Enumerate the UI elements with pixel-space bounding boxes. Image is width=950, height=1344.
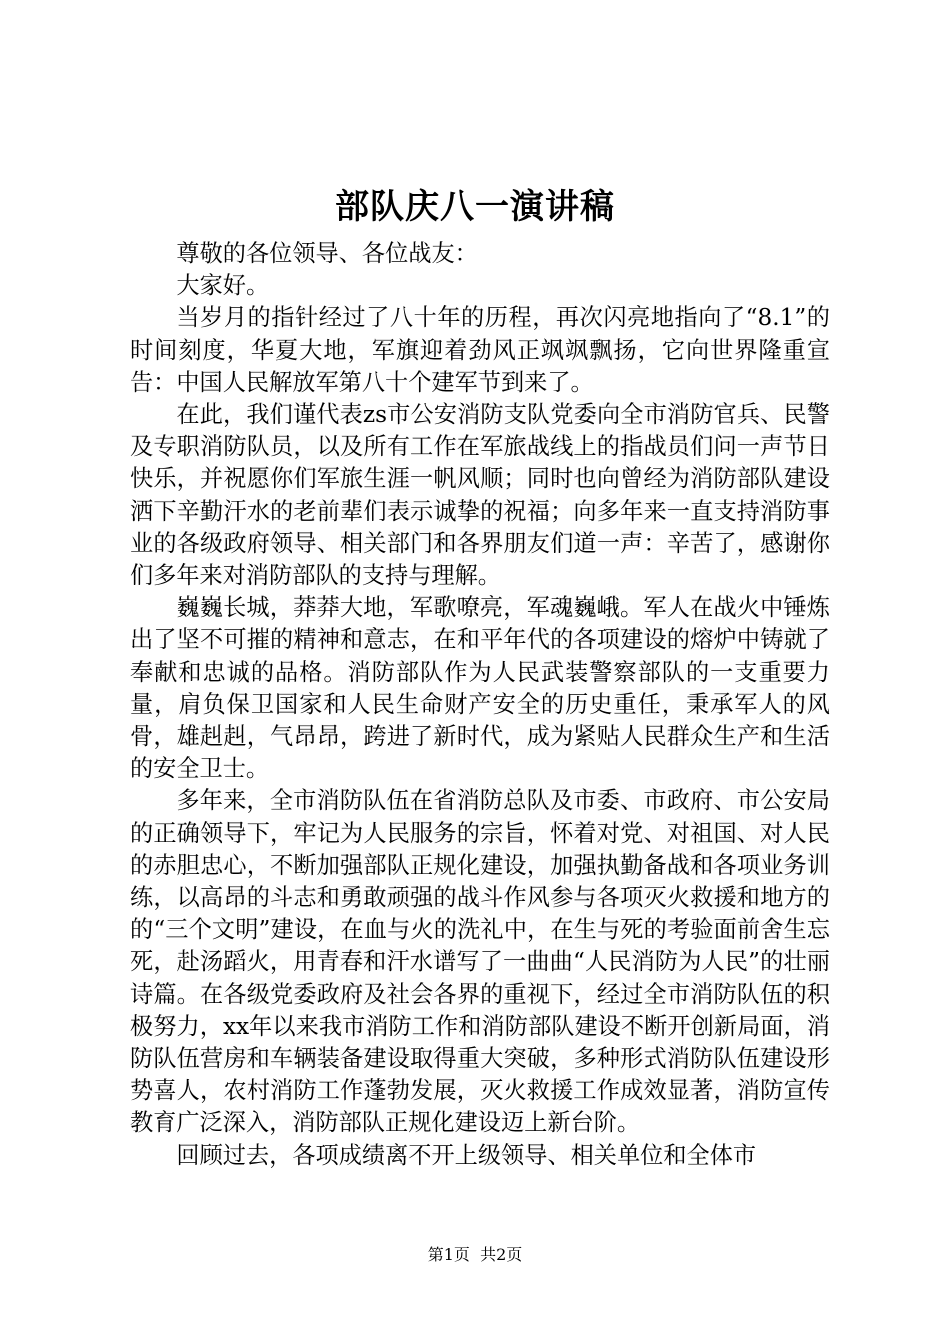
- page-number: 第1页: [427, 1245, 470, 1264]
- paragraph-salutation: 尊敬的各位领导、各位战友：: [176, 240, 478, 267]
- page-footer: [0, 1244, 950, 1266]
- document-body: [130, 238, 830, 1172]
- paragraph: 在此，我们谨代表zs市公安消防支队党委向全市消防官兵、民警及专职消防队员，以及所有工作在军旅战线上的指战员们问一声节日快乐，并祝愿你们军旅生涯一帆风顺；同时也向曾经为消防部队建设洒下辛勤汗水的老前辈们表示诚挚的祝福；向多年来一直支持消防事业的各级政府领导、相关部门和各界朋友们道一声：辛苦了，感谢你们多年来对消防部队的支持与理解。: [130, 401, 830, 590]
- paragraph-greeting: 大家好。: [176, 272, 270, 300]
- paragraph: 回顾过去，各项成绩离不开上级领导、相关单位和全体市: [176, 1141, 757, 1169]
- paragraph: 巍巍长城，莽莽大地，军歌嘹亮，军魂巍峨。军人在战火中锤炼出了坚不可摧的精神和意志，在和平年代的各项建设的熔炉中铸就了奉献和忠诚的品格。消防部队作为人民武装警察部队的一支重要力量，肩负保卫国家和人民生命财产安全的历史重任，秉承军人的风骨，雄赳赳，气昂昂，跨进了新时代，成为紧贴人民群众生产和生活的安全卫士。: [130, 594, 830, 783]
- document-title: 部队庆八一演讲稿: [335, 187, 615, 227]
- paragraph: 多年来，全市消防队伍在省消防总队及市委、市政府、市公安局的正确领导下，牢记为人民服务的宗旨，怀着对党、对祖国、对人民的赤胆忠心，不断加强部队正规化建设，加强执勤备战和各项业务训练，以高昂的斗志和勇敢顽强的战斗作风参与各项灭火救援和地方的的“三个文明”建设，在血与火的洗礼中，在生与死的考验面前舍生忘死，赴汤蹈火，用青春和汗水谱写了一曲曲“人民消防为人民”的壮丽诗篇。在各级党委政府及社会各界的重视下，经过全市消防队伍的积极努力，xx年以来我市消防工作和消防部队建设不断开创新局面，消防队伍营房和车辆装备建设取得重大突破，多种形式消防队伍建设形势喜人，农村消防工作蓬勃发展，灭火救援工作成效显著，消防宣传教育广泛深入，消防部队正规化建设迈上新台阶。: [130, 787, 830, 1137]
- paragraph: 当岁月的指针经过了八十年的历程，再次闪亮地指向了“8.1”的时间刻度，华夏大地，军旗迎着劲风正飒飒飘扬，它向世界隆重宣告：中国人民解放军第八十个建军节到来了。: [130, 304, 830, 396]
- page-total: 共2页: [480, 1245, 523, 1264]
